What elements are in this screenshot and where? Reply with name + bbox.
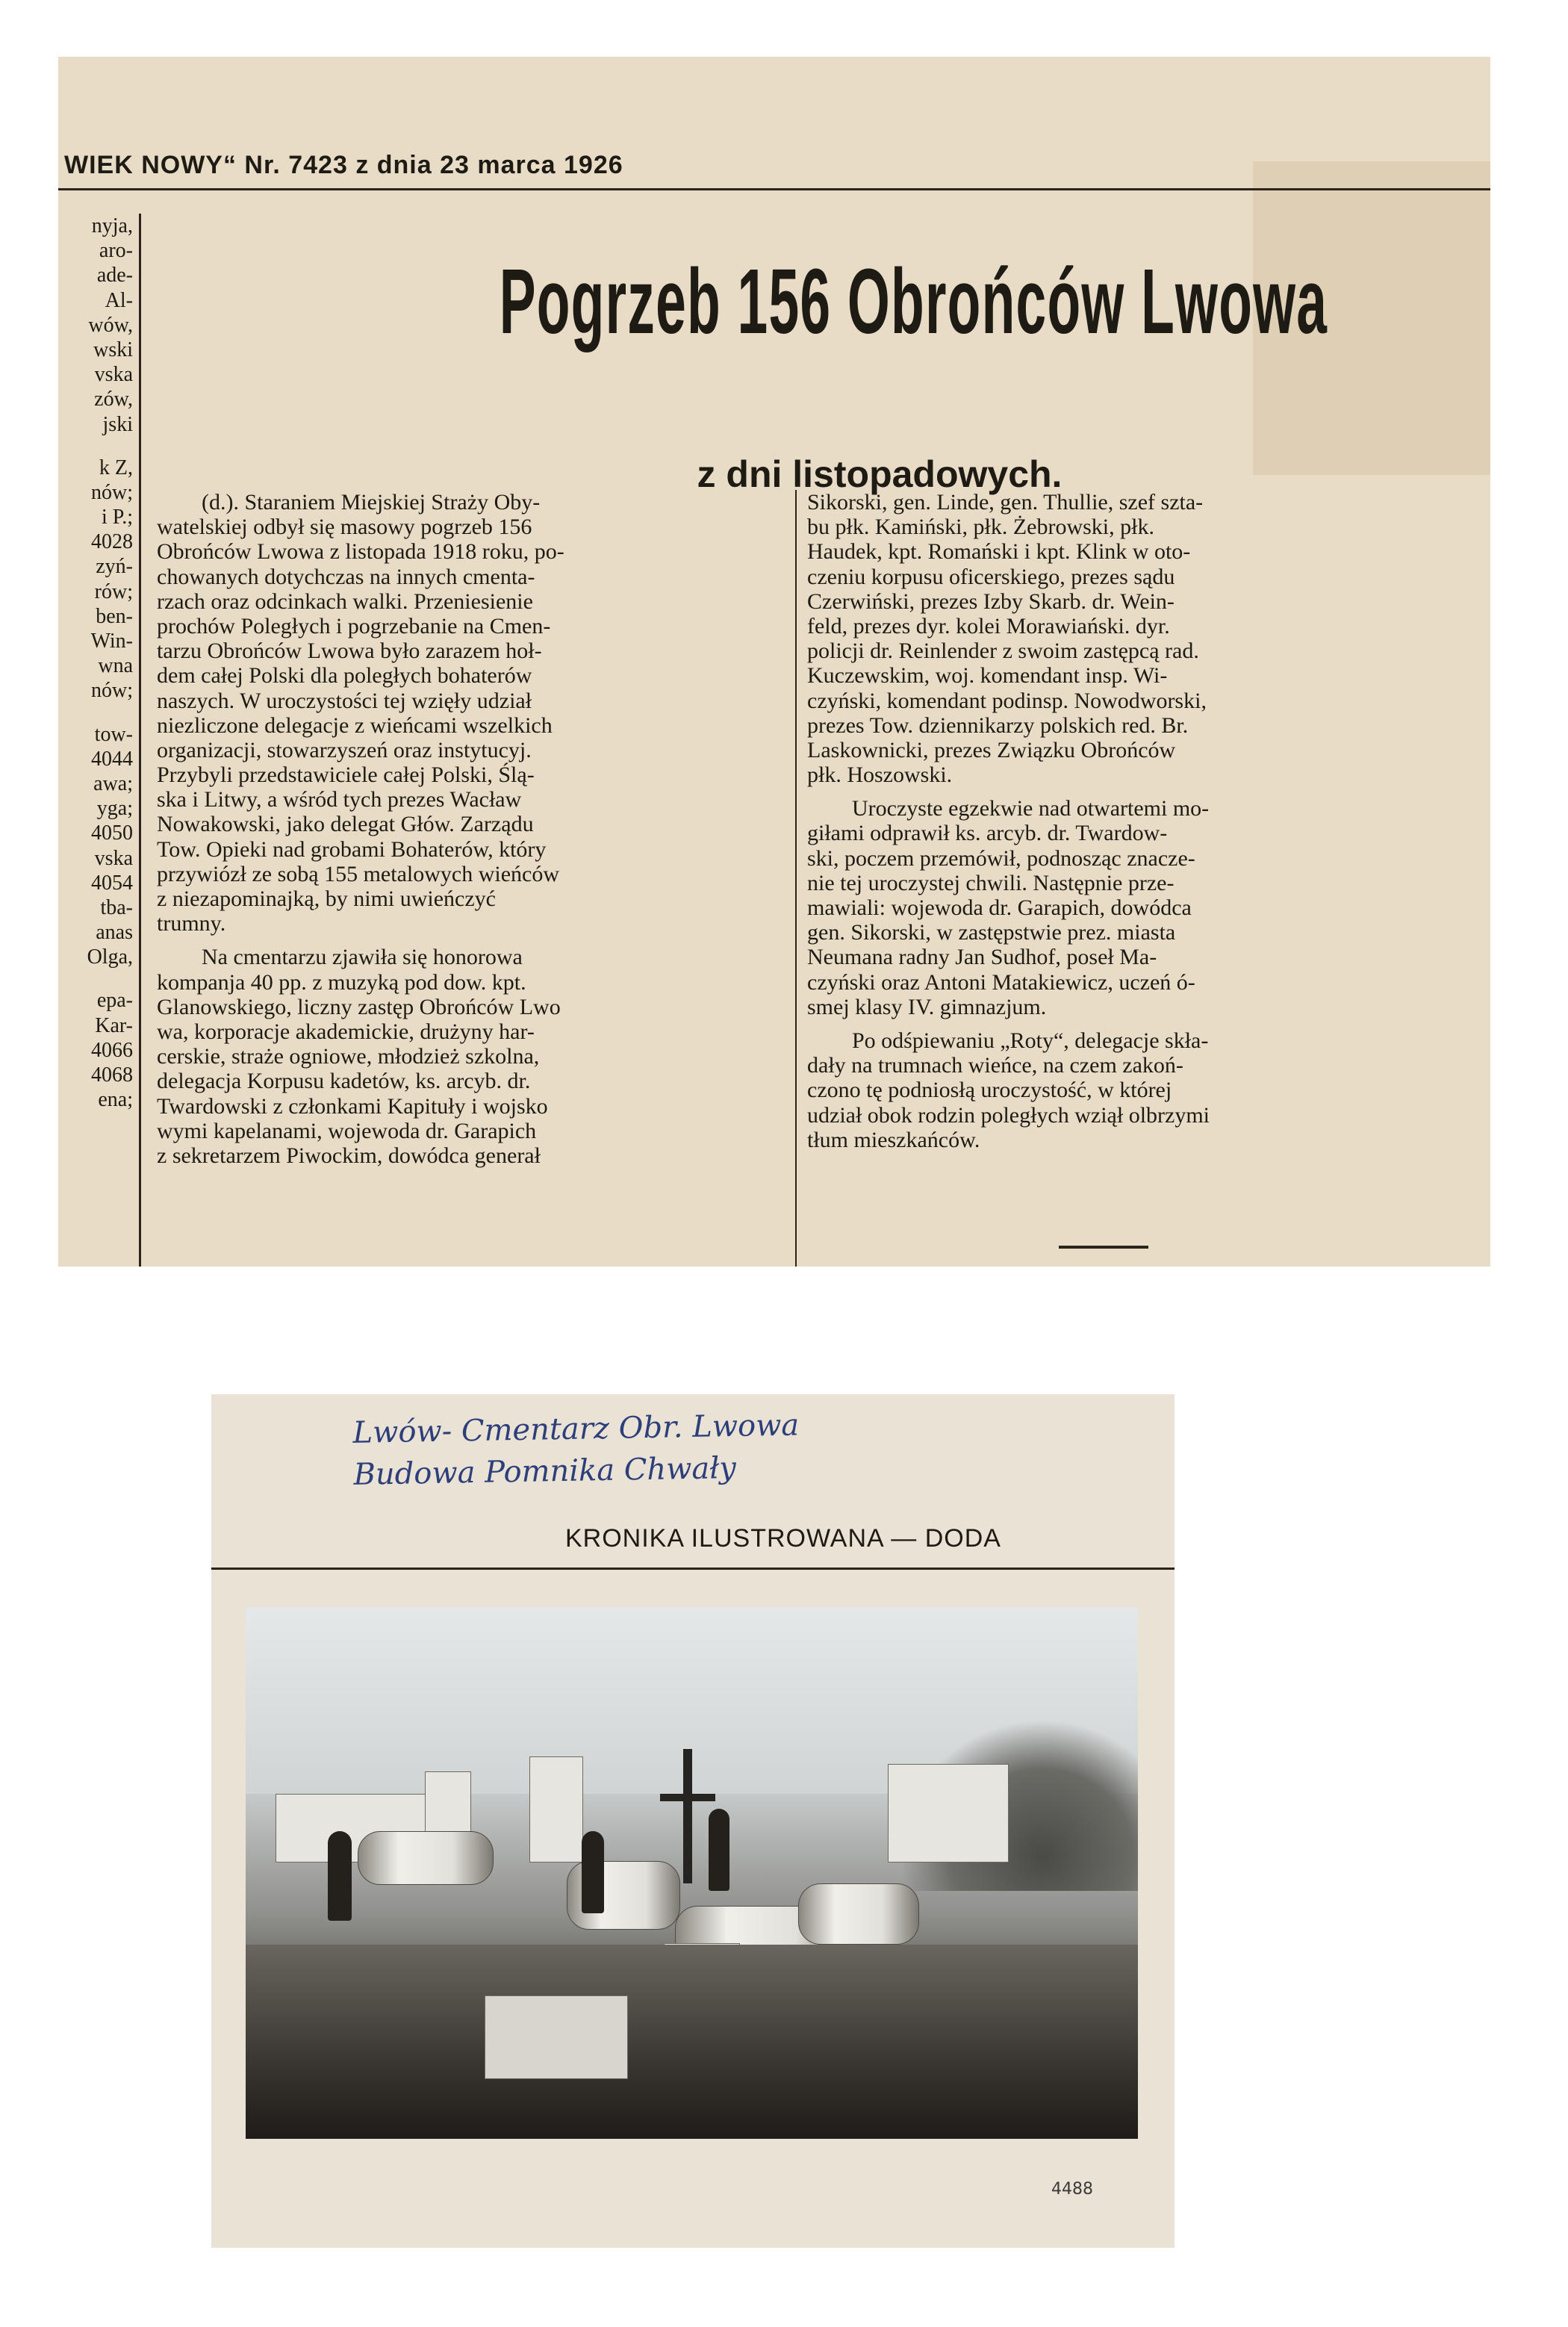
column-fragment: ben-: [96, 604, 133, 628]
article-line: dem całej Polski dla poległych bohaterów: [157, 663, 532, 689]
masthead-text: WIEK NOWY“ Nr. 7423 z dnia 23 marca 1926: [64, 151, 623, 179]
article-line: dały na trumnach wieńce, na czem zakoń-: [807, 1053, 1183, 1078]
handwritten-line: Lwów- Cmentarz Obr. Lwowa: [352, 1408, 800, 1450]
column-fragment: ade-: [96, 264, 133, 288]
handwritten-note: [352, 1400, 1026, 1496]
article-line: Nowakowski, jako delegat Głów. Zarządu: [157, 812, 534, 837]
article-line: Neumana radny Jan Sudhof, poseł Ma-: [807, 945, 1157, 970]
article-line: (d.). Staraniem Miejskiej Straży Oby-: [202, 490, 541, 515]
article-line: czono tę podniosłą uroczystość, w której: [807, 1078, 1172, 1103]
article-line: prezes Tow. dziennikarzy polskich red. Br.: [807, 712, 1189, 738]
column-fragment: 4054: [91, 871, 133, 895]
article-line: tarzu Obrońców Lwowa było zarazem hoł-: [157, 639, 542, 664]
article-line: feld, prezes dyr. kolei Morawiański. dyr.: [807, 613, 1170, 639]
kronika-rule: [211, 1568, 1175, 1570]
handwritten-line: Budowa Pomnika Chwały: [353, 1450, 737, 1492]
cemetery-construction-photo: [246, 1607, 1138, 2139]
article-line: naszych. W uroczystości tej wzięły udział: [157, 688, 532, 713]
column-fragment: nyja,: [91, 214, 133, 237]
newspaper-clipping-article: [58, 57, 1490, 1267]
column-fragment: Kar-: [95, 1013, 133, 1037]
article-line: Na cmentarzu zjawiła się honorowa: [202, 945, 523, 970]
column-fragment: zów,: [94, 388, 133, 411]
article-line: tłum mieszkańców.: [807, 1127, 980, 1152]
article-line: gen. Sikorski, w zastępstwie prez. miasta: [807, 920, 1176, 945]
article-column-b: [807, 490, 1468, 1152]
masthead: [58, 151, 1490, 185]
article-line: Obrońców Lwowa z listopada 1918 roku, po-: [157, 539, 564, 565]
article-line: giłami odprawił ks. arcyb. dr. Twardow-: [807, 821, 1168, 846]
article-line: wa, korporacje akademickie, drużyny har-: [157, 1019, 535, 1044]
article-line: policji dr. Reinlender z swoim zastępcą rad.: [807, 639, 1199, 664]
article-line: Haudek, kpt. Romański i kpt. Klink w oto-: [807, 539, 1191, 565]
column-fragment: nów;: [91, 480, 133, 504]
subheadline: z dni listopadowych.: [697, 453, 1063, 495]
article-line: z niezapominajką, by nimi uwieńczyć: [157, 886, 496, 911]
photo-column-drum: [358, 1831, 494, 1885]
column-gap: [58, 969, 133, 988]
column-fragment: vska: [94, 846, 133, 870]
article-line: Po odśpiewaniu „Roty“, delegacje skła-: [852, 1028, 1209, 1053]
article-line: chowanych dotychczas na innych cmenta-: [157, 564, 535, 589]
article-line: Glanowskiego, liczny zastęp Obrońców Lwo: [157, 994, 561, 1019]
column-fragment: wów,: [88, 313, 133, 337]
column-fragment: epa-: [96, 989, 133, 1013]
photo-stone-block: [888, 1764, 1009, 1862]
column-fragment: yga;: [96, 797, 133, 821]
inventory-number: 4488: [1051, 2180, 1093, 2199]
article-line: rzach oraz odcinkach walki. Przeniesienie: [157, 588, 533, 614]
column-fragment: Al-: [105, 288, 133, 312]
photo-cross: [683, 1749, 692, 1883]
column-separator: [795, 490, 797, 1267]
photo-pillar: [529, 1756, 583, 1862]
column-fragment: anas: [96, 921, 133, 945]
article-line: czeniu korpusu oficerskiego, prezes sądu: [807, 564, 1175, 589]
column-fragment: tba-: [100, 895, 133, 919]
column-fragment: 4028: [91, 530, 133, 554]
photo-foreground-stone: [485, 1995, 628, 2079]
article-end-rule: [1059, 1246, 1148, 1249]
article-line: smej klasy IV. gimnazjum.: [807, 994, 1047, 1019]
photo-worker-figure: [582, 1831, 604, 1913]
photo-worker-figure: [709, 1809, 729, 1891]
article-line: kompanja 40 pp. z muzyką pod dow. kpt.: [157, 969, 526, 995]
column-fragment: vska: [94, 363, 133, 387]
photo-worker-figure: [328, 1831, 352, 1921]
photo-cross-beam: [660, 1794, 715, 1801]
article-line: czyński oraz Antoni Matakiewicz, uczeń ó-: [807, 969, 1195, 995]
article-line: udział obok rodzin poległych wziął olbrzymi: [807, 1102, 1210, 1128]
photo-column-drum: [798, 1883, 919, 1945]
column-fragment: wna: [98, 654, 133, 678]
article-line: trumny.: [157, 911, 226, 936]
column-fragment: aro-: [99, 239, 133, 263]
article-column-a: [157, 490, 840, 1168]
masthead-rule: [58, 188, 1490, 190]
article-line: Tow. Opieki nad grobami Bohaterów, który: [157, 836, 547, 862]
article-line: wymi kapelanami, wojewoda dr. Garapich: [157, 1118, 537, 1143]
column-fragment: wski: [93, 338, 133, 361]
article-line: Kuczewskim, woj. komendant insp. Wi-: [807, 663, 1168, 689]
column-gap: [58, 437, 133, 456]
column-fragment: k Z,: [99, 456, 133, 479]
article-line: organizacji, stowarzyszeń oraz instytucyj.: [157, 737, 532, 762]
article-line: Twardowski z członkami Kapituły i wojsko: [157, 1093, 548, 1119]
article-line: watelskiej odbył się masowy pogrzeb 156: [157, 515, 532, 540]
article-line: przywiózł ze sobą 155 metalowych wieńców: [157, 861, 559, 886]
column-fragment: nów;: [91, 679, 133, 703]
column-fragment: i P.;: [101, 506, 133, 529]
article-line: nie tej uroczystej chwili. Następnie prze-: [807, 870, 1175, 895]
column-fragment: zyń-: [96, 555, 133, 579]
column-fragment: Win-: [90, 630, 133, 653]
column-fragment: rów;: [94, 580, 133, 603]
article-line: bu płk. Kamiński, płk. Żebrowski, płk.: [807, 515, 1154, 540]
article-line: płk. Hoszowski.: [807, 762, 953, 788]
article-line: z sekretarzem Piwockim, dowódca generał: [157, 1143, 541, 1168]
column-fragment: 4068: [91, 1063, 133, 1087]
article-line: delegacja Korpusu kadetów, ks. arcyb. dr.: [157, 1069, 531, 1094]
article-line: Przybyli przedstawiciele całej Polski, Ślą-: [157, 762, 535, 788]
column-fragment: 4050: [91, 821, 133, 845]
article-line: ski, poczem przemówił, podnosząc znacze-: [807, 845, 1195, 871]
newspaper-clipping-photo: [211, 1394, 1175, 2248]
article-line: cerskie, straże ogniowe, młodzież szkolna,: [157, 1044, 540, 1069]
article-line: niezliczone delegacje z wieńcami wszelkich: [157, 712, 553, 738]
column-fragment: awa;: [93, 771, 133, 795]
column-fragment: 4066: [91, 1038, 133, 1062]
article-line: Uroczyste egzekwie nad otwartemi mo-: [852, 796, 1210, 821]
left-column-fragments: [58, 214, 133, 1267]
article-line: mawiali: wojewoda dr. Garapich, dowódca: [807, 895, 1192, 920]
article-line: Laskownicki, prezes Związku Obrońców: [807, 737, 1176, 762]
column-gap: [58, 703, 133, 722]
article-line: Sikorski, gen. Linde, gen. Thullie, szef szta-: [807, 490, 1204, 515]
column-fragment: ena;: [98, 1088, 133, 1112]
kronika-header: KRONIKA ILUSTROWANA — DODA: [565, 1524, 1001, 1553]
headline: Pogrzeb 156 Obrońców Lwowa: [499, 249, 1328, 354]
column-fragment: jski: [102, 412, 133, 436]
article-line: Czerwiński, prezes Izby Skarb. dr. Wein-: [807, 588, 1175, 614]
article-line: ska i Litwy, a wśród tych prezes Wacław: [157, 787, 522, 813]
column-fragment: 4044: [91, 747, 133, 771]
article-line: prochów Poległych i pogrzebanie na Cmen-: [157, 613, 551, 639]
column-fragment: tow-: [94, 722, 133, 746]
photo-ground: [246, 1945, 1138, 2139]
article-line: czyński, komendant podinsp. Nowodworski,: [807, 688, 1207, 713]
column-fragment: Olga,: [87, 945, 133, 969]
left-column-rule: [139, 214, 141, 1267]
